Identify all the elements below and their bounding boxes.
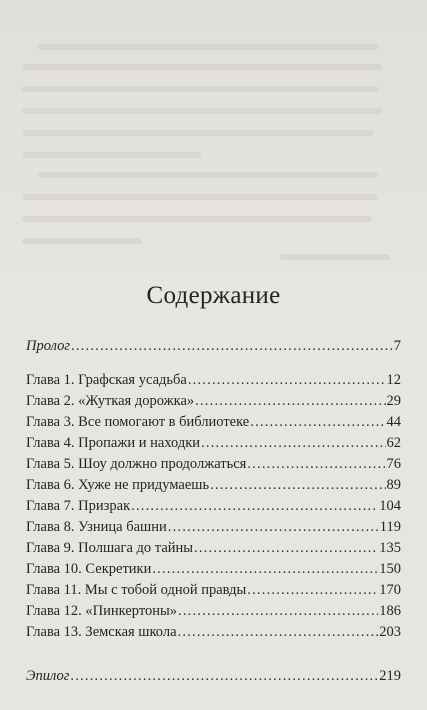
toc-entry-label: Глава 6. Хуже не придумаешь bbox=[26, 477, 210, 493]
toc-entry bbox=[26, 455, 401, 473]
toc-entry-label: Глава 9. Полшага до тайны bbox=[26, 540, 194, 556]
toc-entry-page: 186 bbox=[379, 603, 401, 619]
toc-entry-label: Глава 10. Секретики bbox=[26, 561, 152, 577]
toc-entry-page: 62 bbox=[386, 435, 401, 451]
toc-entry-label: Эпилог bbox=[26, 668, 70, 684]
dot-leader bbox=[178, 602, 378, 620]
toc-entry bbox=[26, 497, 401, 515]
toc-entry-label: Глава 12. «Пинкертоны» bbox=[26, 603, 177, 619]
toc-entry-page: 76 bbox=[386, 456, 401, 472]
dot-leader bbox=[247, 581, 378, 599]
toc-entry-page: 104 bbox=[379, 498, 401, 514]
dot-leader bbox=[168, 518, 379, 536]
dot-leader bbox=[70, 667, 378, 685]
dot-leader bbox=[71, 337, 393, 355]
dot-leader bbox=[210, 476, 385, 494]
toc-entry-epilogue bbox=[26, 667, 401, 685]
toc-entry-page: 203 bbox=[379, 624, 401, 640]
toc-entry-page: 170 bbox=[379, 582, 401, 598]
toc-entry bbox=[26, 539, 401, 557]
toc-entry-page: 150 bbox=[379, 561, 401, 577]
toc-entry-page: 12 bbox=[386, 372, 401, 388]
dot-leader bbox=[201, 434, 385, 452]
toc-entry-page: 135 bbox=[379, 540, 401, 556]
toc-entry-label: Глава 2. «Жуткая дорожка» bbox=[26, 393, 195, 409]
toc-entry-page: 219 bbox=[379, 668, 401, 684]
toc-entry-label: Глава 8. Узница башни bbox=[26, 519, 167, 535]
toc-entry-label: Глава 1. Графская усадьба bbox=[26, 372, 187, 388]
dot-leader bbox=[195, 392, 385, 410]
toc-entry-label: Глава 3. Все помогают в библиотеке bbox=[26, 414, 250, 430]
toc-entry bbox=[26, 371, 401, 389]
dot-leader bbox=[131, 497, 378, 515]
toc-entry bbox=[26, 602, 401, 620]
toc-entry bbox=[26, 434, 401, 452]
toc-entry-label: Глава 4. Пропажи и находки bbox=[26, 435, 201, 451]
toc-entry bbox=[26, 623, 401, 641]
dot-leader bbox=[194, 539, 378, 557]
dot-leader bbox=[178, 623, 379, 641]
dot-leader bbox=[250, 413, 385, 431]
toc-entry bbox=[26, 518, 401, 536]
dot-leader bbox=[247, 455, 385, 473]
toc-entry bbox=[26, 581, 401, 599]
toc-entry-page: 89 bbox=[386, 477, 401, 493]
toc-entry-label: Глава 5. Шоу должно продолжаться bbox=[26, 456, 247, 472]
toc-entry-label: Глава 13. Земская школа bbox=[26, 624, 177, 640]
toc-entry bbox=[26, 560, 401, 578]
toc-entry bbox=[26, 476, 401, 494]
toc-title: Содержание bbox=[146, 282, 281, 309]
toc-entry-page: 44 bbox=[386, 414, 401, 430]
toc-entry-prologue bbox=[26, 337, 401, 355]
toc-entry-label: Глава 7. Призрак bbox=[26, 498, 131, 514]
toc-entry-page: 7 bbox=[393, 338, 401, 354]
toc-entry-label: Пролог bbox=[26, 338, 71, 354]
toc-entry-page: 29 bbox=[386, 393, 401, 409]
toc-entry bbox=[26, 392, 401, 410]
toc-entry-label: Глава 11. Мы с тобой одной правды bbox=[26, 582, 247, 598]
dot-leader bbox=[152, 560, 378, 578]
toc-entry bbox=[26, 413, 401, 431]
toc-entry-page: 119 bbox=[379, 519, 401, 535]
dot-leader bbox=[188, 371, 386, 389]
